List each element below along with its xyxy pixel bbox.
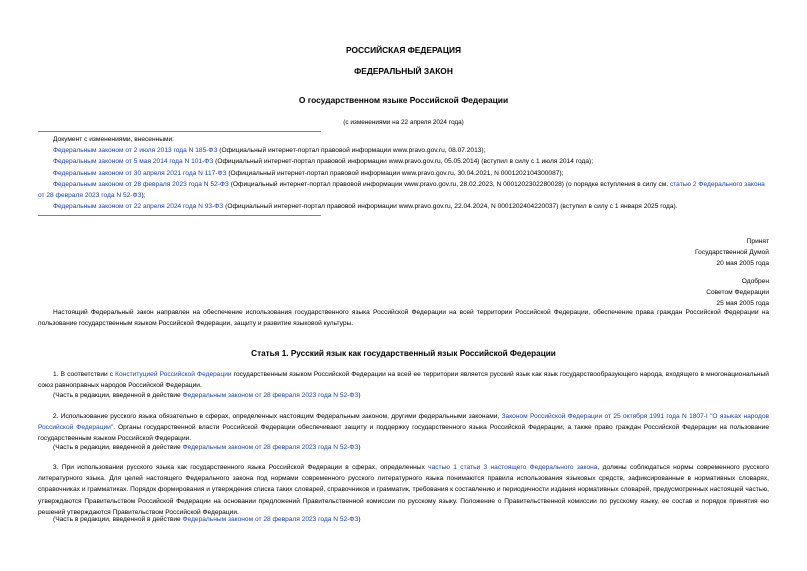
adoption-line: Государственной Думой: [695, 249, 769, 257]
adoption-council: [569, 276, 769, 310]
languages-law-link[interactable]: Законом Российской Федерации от 25 октября 1991 года N 1807-I "О языках народов Российской Федерации": [38, 413, 769, 432]
change-text: (Официальный интернет-портал правовой информации www.pravo.gov.ru, 30.04.2021, N 0001202104300087);: [226, 169, 564, 177]
doc-type-heading: ФЕДЕРАЛЬНЫЙ ЗАКОН: [354, 66, 453, 76]
changes-list: [38, 134, 769, 212]
constitution-link[interactable]: Конституцией Российской Федерации: [115, 371, 232, 378]
text: ): [358, 392, 361, 399]
adoption-duma: [569, 236, 769, 270]
edition-note: (с изменениями на 22 апреля 2024 года): [343, 119, 464, 126]
article-3-link[interactable]: частью 1 статьи 3 настоящего Федерального закона: [428, 464, 598, 471]
adoption-line: Принят: [746, 238, 769, 245]
adoption-date: 25 мая 2005 года: [716, 300, 769, 308]
change-text-tail: );: [141, 192, 146, 200]
divider-bottom: [38, 215, 321, 216]
text: государственным языком Российской Федерации на всей ее территории является русский язык как язык государствообразующего народа, входящего в многонациональный союз равноправных народов Российской Федерации.: [38, 371, 769, 390]
article-1-part-3: [38, 462, 769, 518]
article-1-part-2: [38, 411, 769, 445]
text: 3. При использовании русского языка как государственного языка Российской Федерации в сферах, определенных: [53, 464, 429, 471]
text: ): [358, 444, 361, 451]
change-text: (Официальный интернет-портал правовой информации www.pravo.gov.ru, 08.07.2013);: [217, 147, 486, 155]
text: 2. Использование русского языка обязательно в сферах, определенных настоящим Федеральным законом, другими федеральными законами,: [53, 413, 502, 420]
text: 1. В соответствии с: [53, 371, 116, 378]
change-item: [38, 156, 769, 167]
change-text: (Официальный интернет-портал правовой информации www.pravo.gov.ru, 28.02.2023, N 0001202302280028) (о порядке вступления в силу см.: [228, 180, 670, 188]
adoption-line: Одобрен: [741, 278, 769, 285]
amendment-link[interactable]: Федеральным законом от 28 февраля 2023 года N 52-ФЗ: [182, 516, 359, 523]
preamble: Настоящий Федеральный закон направлен на обеспечение использования государственного языка Российской Федерации на всей территории Российской Федерации, обеспечение права граждан Российской Федерации на пользование государственным языком Российской Федерации, защиту и развитие языковой культуры.: [38, 309, 769, 328]
change-item: [38, 145, 769, 156]
amendment-link[interactable]: Федеральным законом от 28 февраля 2023 года N 52-ФЗ: [182, 392, 359, 399]
page-title: О государственном языке Российской Федерации: [298, 95, 509, 105]
text: . Органы государственной власти Российской Федерации обеспечивают защиту и поддержку государственного языка Российской Федерации, а также право граждан Российской Федерации на пользование государственным языком Российской Федерации.: [38, 424, 770, 443]
text: (Часть в редакции, введенной в действие: [53, 392, 183, 399]
text: (Часть в редакции, введенной в действие: [53, 516, 183, 523]
divider-top: [38, 131, 321, 132]
article-1-part-1: [38, 369, 769, 391]
change-link[interactable]: Федеральным законом от 28 февраля 2023 года N 52-ФЗ: [53, 180, 229, 188]
adoption-date: 20 мая 2005 года: [716, 260, 769, 268]
country-heading: РОССИЙСКАЯ ФЕДЕРАЦИЯ: [345, 45, 462, 55]
change-link[interactable]: Федеральным законом от 2 июля 2013 года N 185-ФЗ: [53, 147, 218, 155]
text: (Часть в редакции, введенной в действие: [53, 444, 183, 451]
change-link[interactable]: Федеральным законом от 5 мая 2014 года N 101-ФЗ: [53, 158, 214, 166]
adoption-line: Советом Федерации: [706, 289, 769, 297]
change-text: (Официальный интернет-портал правовой информации www.pravo.gov.ru, 22.04.2024, N 0001202404220037) (вступил в силу с 1 января 2025 года).: [223, 203, 678, 211]
change-text: (Официальный интернет-портал правовой информации www.pravo.gov.ru, 05.05.2014) (вступил в силу с 1 июля 2014 года);: [213, 158, 594, 166]
amendment-link[interactable]: Федеральным законом от 28 февраля 2023 года N 52-ФЗ: [182, 444, 359, 451]
change-link[interactable]: Федеральным законом от 30 апреля 2021 года N 117-ФЗ: [53, 169, 227, 177]
text: ): [358, 516, 361, 523]
article-1-title: Статья 1. Русский язык как государственный язык Российской Федерации: [251, 349, 556, 358]
edition-note-part-2: [38, 442, 784, 453]
change-item: [38, 179, 769, 201]
change-item: [38, 201, 769, 212]
change-item: [38, 168, 769, 179]
text: , должны соблюдаться нормы современного русского литературного языка. Для целей настоящего Федерального закона под нормами современного русского литературного языка понимаются правила использования языковых средств, зафиксированные в нормативных словарях, справочниках и грамматиках. Порядок формирования и утверждения списка таких словарей, справочников и грамматик, требования к составлению и периодичности издания нормативных словарей, предусмотренных настоящей частью, утверждаются Правительством Российской Федерации на основании предложений Правительственной комиссии по русскому языку. Положение о Правительственной комиссии по русскому языку, ее состав и порядок принятия ею решений утверждаются Правительством Российской Федерации.: [38, 464, 769, 516]
edition-note-part-3: [38, 514, 784, 525]
edition-note-part-1: [38, 390, 784, 401]
change-link-secondary[interactable]: статью 2 Федерального закона от 28 февраля 2023 года N 52-ФЗ: [38, 180, 765, 200]
change-link[interactable]: Федеральным законом от 22 апреля 2024 года N 93-ФЗ: [53, 203, 224, 211]
changes-lead: Документ с изменениями, внесенными:: [53, 136, 175, 143]
